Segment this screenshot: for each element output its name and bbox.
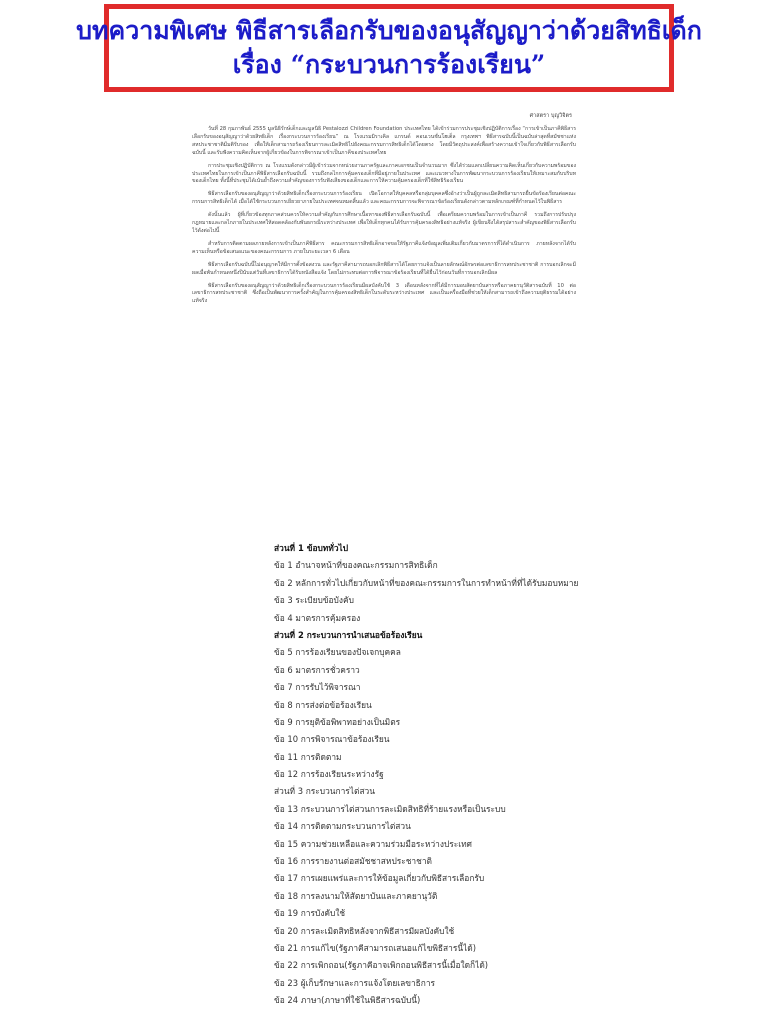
toc-item: ข้อ 10 การพิจารณาข้อร้องเรียน <box>274 734 390 745</box>
toc-item: ส่วนที่ 3 กระบวนการไต่สวน <box>274 786 375 797</box>
title-line-1: บทความพิเศษ พิธีสารเลือกรับของอนุสัญญาว่าด้วยสิทธิเด็ก <box>76 16 702 45</box>
toc-item: ข้อ 19 การบังคับใช้ <box>274 908 346 919</box>
article-author: ศาสตรา บุญวิจิตร <box>529 113 572 119</box>
article-paragraph: พิธีสารเลือกรับของอนุสัญญาว่าด้วยสิทธิเด็กเรื่องกระบวนการร้องเรียน เปิดโอกาสให้บุคคลหรือกลุ่มบุคคลซึ่งอ้างว่าเป็นผู้ถูกละเมิดสิทธิสามารถยื่นข้อร้องเรียนต่อคณะกรรมการสิทธิเด็กได้ เมื่อได้ใช้กระบวนการเยียวยาภายในประเทศจนหมดสิ้นแล้ว และคณะกรรมการจะพิจารณาข้อร้องเรียนดังกล่าวตามหลักเกณฑ์ที่กำหนดไว้ในพิธีสาร <box>192 191 576 206</box>
toc-item: ข้อ 1 อำนาจหน้าที่ของคณะกรรมการสิทธิเด็ก <box>274 560 438 571</box>
article-paragraph: การประชุมเชิงปฏิบัติการ ณ โรงแรมดังกล่าวมีผู้เข้าร่วมจากหน่วยงานภาครัฐและภาคเอกชนเป็นจำนวนมาก ซึ่งได้ร่วมแลกเปลี่ยนความคิดเห็นเกี่ยวกับความพร้อมของประเทศไทยในการเข้าเป็นภาคีพิธีสารเลือกรับฉบับนี้ รวมถึงกลไกการคุ้มครองเด็กที่มีอยู่ภายในประเทศ และแนวทางในการพัฒนากระบวนการร้องเรียนให้เหมาะสมกับบริบทของเด็กไทย ทั้งนี้ที่ประชุมได้เน้นย้ำถึงความสำคัญของการรับฟังเสียงของเด็กและการให้ความคุ้มครองเด็กที่ใช้สิทธิร้องเรียน <box>192 162 576 185</box>
toc-item: ข้อ 20 การละเมิดสิทธิหลังจากพิธีสารมีผลบังคับใช้ <box>274 925 455 936</box>
toc-item: ข้อ 24 ภาษา(ภาษาที่ใช้ในพิธีสารฉบับนี้) <box>274 995 421 1006</box>
article-paragraph: สำหรับการติดตามผลภายหลังการเข้าเป็นภาคีพิธีสาร คณะกรรมการสิทธิเด็กอาจขอให้รัฐภาคีแจ้งข้อมูลเพิ่มเติมเกี่ยวกับมาตรการที่ได้ดำเนินการ ภายหลังจากได้รับความเห็นหรือข้อเสนอแนะของคณะกรรมการ ภายในระยะเวลา 6 เดือน <box>192 240 576 255</box>
toc-item: ข้อ 14 การติดตามกระบวนการไต่สวน <box>274 821 411 832</box>
toc-item: ข้อ 7 การรับไว้พิจารณา <box>274 682 361 693</box>
toc-item: ข้อ 23 ผู้เก็บรักษาและการแจ้งโดยเลขาธิการ <box>274 977 436 988</box>
article-paragraph: พิธีสารเลือกรับของอนุสัญญาว่าด้วยสิทธิเด็กเรื่องกระบวนการร้องเรียนมีผลบังคับใช้ 3 เดือนหลังจากที่ได้มีการมอบสัตยาบันสารหรือภาคยานุวัติสารฉบับที่ 10 ต่อเลขาธิการสหประชาชาติ ซึ่งถือเป็นพัฒนาการครั้งสำคัญในการคุ้มครองสิทธิเด็กในระดับระหว่างประเทศ และเป็นเครื่องมือที่ช่วยให้เด็กสามารถเข้าถึงความยุติธรรมได้อย่างแท้จริง <box>192 282 576 305</box>
title-line-2: เรื่อง “กระบวนการร้องเรียน” <box>232 50 546 79</box>
toc-item: ข้อ 17 การเผยแพร่และการให้ข้อมูลเกี่ยวกับพิธีสารเลือกรับ <box>274 873 485 884</box>
article-body <box>192 112 576 530</box>
toc-item: ข้อ 18 การลงนามให้สัตยาบันและภาคยานุวัติ <box>274 890 438 901</box>
toc-item: ข้อ 5 การร้องเรียนของปัจเจกบุคคล <box>274 647 401 658</box>
toc-item: ข้อ 4 มาตรการคุ้มครอง <box>274 612 361 623</box>
toc-section-heading: ส่วนที่ 1 ข้อบททั่วไป <box>274 543 349 553</box>
table-of-contents <box>274 540 654 1010</box>
toc-item: ข้อ 8 การส่งต่อข้อร้องเรียน <box>274 699 372 710</box>
toc-item: ข้อ 13 กระบวนการไต่สวนการละเมิดสิทธิที่ร้ายแรงหรือเป็นระบบ <box>274 803 506 814</box>
toc-item: ข้อ 22 การเพิกถอน(รัฐภาคีอาจเพิกถอนพิธีสารนี้เมื่อใดก็ได้) <box>274 960 489 971</box>
toc-item: ข้อ 12 การร้องเรียนระหว่างรัฐ <box>274 769 384 780</box>
toc-item: ข้อ 11 การติดตาม <box>274 751 342 762</box>
article-paragraph: พิธีสารเลือกรับฉบับนี้ไม่อนุญาตให้มีการตั้งข้อสงวน และรัฐภาคีสามารถบอกเลิกพิธีสารได้โดยการแจ้งเป็นลายลักษณ์อักษรต่อเลขาธิการสหประชาชาติ การบอกเลิกจะมีผลเมื่อพ้นกำหนดหนึ่งปีนับแต่วันที่เลขาธิการได้รับหนังสือแจ้ง โดยไม่กระทบต่อการพิจารณาข้อร้องเรียนที่ได้ยื่นไว้ก่อนวันที่การบอกเลิกมีผล <box>192 261 576 276</box>
article-paragraph: ดังนั้นแล้ว ผู้ที่เกี่ยวข้องทุกภาคส่วนควรให้ความสำคัญกับการศึกษาเนื้อหาของพิธีสารเลือกรับฉบับนี้ เพื่อเตรียมความพร้อมในการเข้าเป็นภาคี รวมถึงการปรับปรุงกฎหมายและกลไกภายในประเทศให้สอดคล้องกับพันธกรณีระหว่างประเทศ เพื่อให้เด็กทุกคนได้รับการคุ้มครองสิทธิอย่างแท้จริง ผู้เขียนจึงได้สรุปสาระสำคัญของพิธีสารเลือกรับไว้ดังต่อไปนี้ <box>192 212 576 234</box>
article-paragraph: วันที่ 28 กุมภาพันธ์ 2555 มูลนิธิรักษ์เด็กและมูลนิธิ Pestalozzi Children Foundation ประเทศไทย ได้เข้าร่วมการประชุมเชิงปฏิบัติการเรื่อง “การเข้าเป็นภาคีพิธีสารเลือกรับของอนุสัญญาว่าด้วยสิทธิเด็ก เรื่องกระบวนการร้องเรียน” ณ โรงแรมมิราเคิล แกรนด์ คอนเวนชั่นโฮเต็ล กรุงเทพฯ พิธีสารฉบับนี้เป็นฉบับล่าสุดที่สมัชชาแห่งสหประชาชาติมีมติรับรอง เพื่อให้เด็กสามารถร้องเรียนการละเมิดสิทธิไปยังคณะกรรมการสิทธิเด็กได้โดยตรง โดยมีวัตถุประสงค์เพื่อสร้างความเข้าใจเกี่ยวกับพิธีสารเลือกรับฉบับนี้ และรับฟังความคิดเห็นจากผู้เกี่ยวข้องในการพิจารณาเข้าเป็นภาคีของประเทศไทย <box>192 126 576 156</box>
toc-section-heading: ส่วนที่ 2 กระบวนการนำเสนอข้อร้องเรียน <box>274 629 423 640</box>
toc-item: ข้อ 6 มาตรการชั่วคราว <box>274 664 360 675</box>
toc-item: ข้อ 3 ระเบียบข้อบังคับ <box>274 595 354 606</box>
toc-item: ข้อ 9 การยุติข้อพิพาทอย่างเป็นมิตร <box>274 716 401 727</box>
toc-item: ข้อ 21 การแก้ไข(รัฐภาคีสามารถเสนอแก้ไขพิธีสารนี้ได้) <box>274 942 476 953</box>
toc-item: ข้อ 16 การรายงานต่อสมัชชาสหประชาชาติ <box>274 856 432 867</box>
title-banner <box>76 4 702 92</box>
toc-item: ข้อ 2 หลักการทั่วไปเกี่ยวกับหน้าที่ของคณะกรรมการในการทำหน้าที่ที่ได้รับมอบหมาย <box>274 577 579 588</box>
toc-item: ข้อ 15 ความช่วยเหลือและความร่วมมือระหว่างประเทศ <box>274 838 472 849</box>
